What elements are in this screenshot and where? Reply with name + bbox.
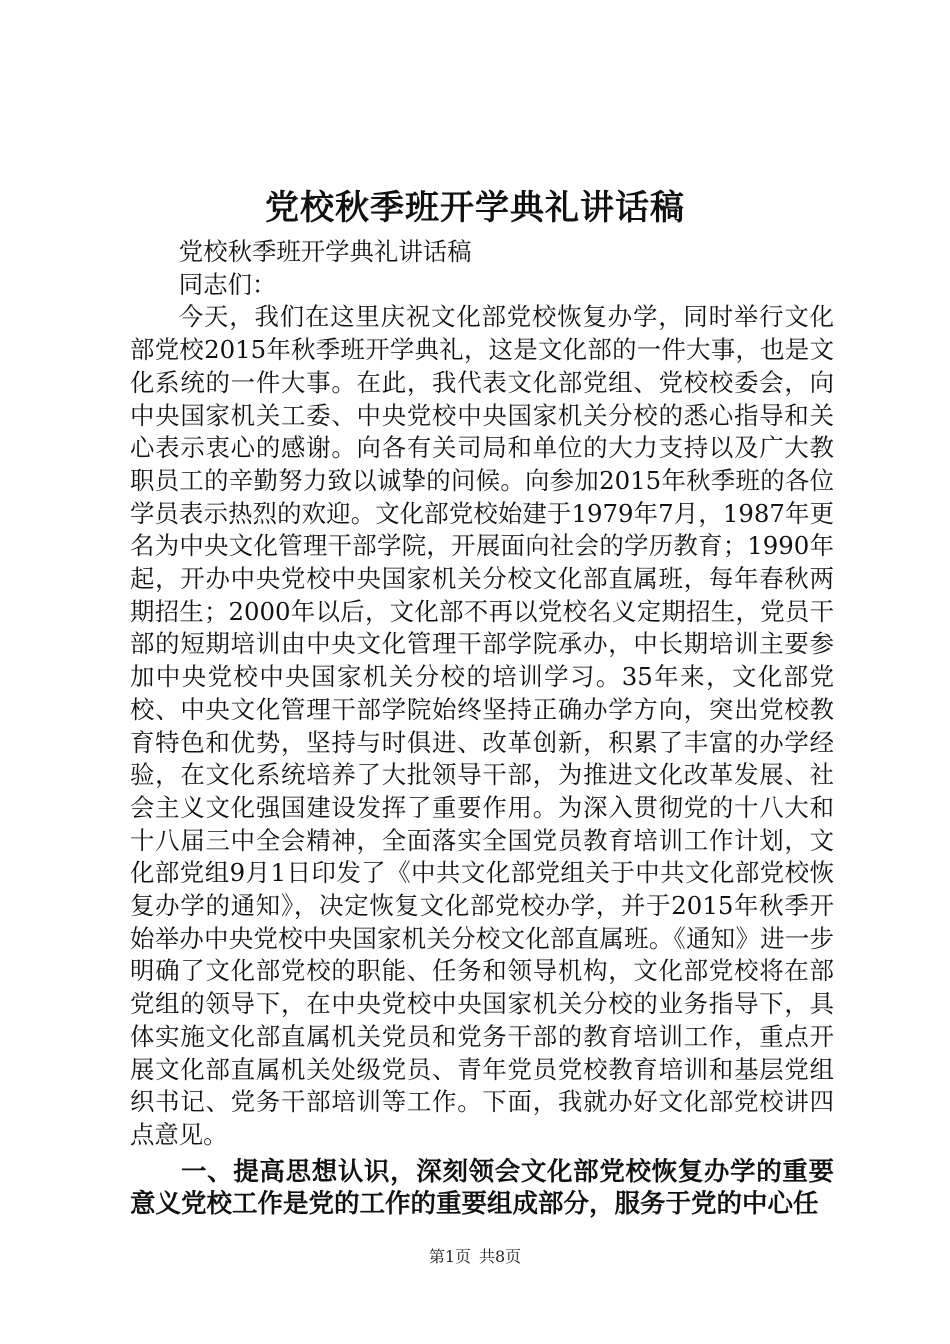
body-paragraph: 今天，我们在这里庆祝文化部党校恢复办学，同时举行文化部党校2015年秋季班开学典礼，这是文化部的一件大事，也是文化系统的一件大事。在此，我代表文化部党组、党校校委会，向中央国家机关工委、中央党校中央国家机关分校的悉心指导和关心表示衷心的感谢。向各有关司局和单位的大力支持以及广大教职员工的辛勤努力致以诚挚的问候。向参加2015年秋季班的各位学员表示热烈的欢迎。文化部党校始建于1979年7月，1987年更名为中央文化管理干部学院，开展面向社会的学历教育；1990年起，开办中央党校中央国家机关分校文化部直属班，每年春秋两期招生；2000年以后，文化部不再以党校名义定期招生，党员干部的短期培训由中央文化管理干部学院承办，中长期培训主要参加中央党校中央国家机关分校的培训学习。35年来，文化部党校、中央文化管理干部学院始终坚持正确办学方向，突出党校教育特色和优势，坚持与时俱进、改革创新，积累了丰富的办学经验，在文化系统培养了大批领导干部，为推进文化改革发展、社会主义文化强国建设发挥了重要作用。为深入贯彻党的十八大和十八届三中全会精神，全面落实全国党员教育培训工作计划，文化部党组9月1日印发了《中共文化部党组关于中共文化部党校恢复办学的通知》，决定恢复文化部党校办学，并于2015年秋季开始举办中央党校中央国家机关分校文化部直属班。《通知》进一步明确了文化部党校的职能、任务和领导机构，文化部党校将在部党组的领导下，在中央党校中央国家机关分校的业务指导下，具体实施文化部直属机关党员和党务干部的教育培训工作，重点开展文化部直属机关处级党员、青年党员党校教育培训和基层党组织书记、党务干部培训等工作。下面，我就办好文化部党校讲四点意见。 [130,302,834,1149]
section-heading-paragraph: 一、提高思想认识，深刻领会文化部党校恢复办学的重要意义党校工作是党的工作的重要组成部分，服务于党的中心任 [130,1156,834,1220]
salutation-line: 同志们： [178,269,277,299]
page-number: 第1页 [428,1247,471,1266]
document-title: 党校秋季班开学典礼讲话稿 [265,188,685,228]
document-body [130,236,834,1221]
subtitle-line: 党校秋季班开学典礼讲话稿 [178,237,472,266]
page-footer [0,1246,950,1268]
page-total: 共8页 [479,1247,522,1266]
